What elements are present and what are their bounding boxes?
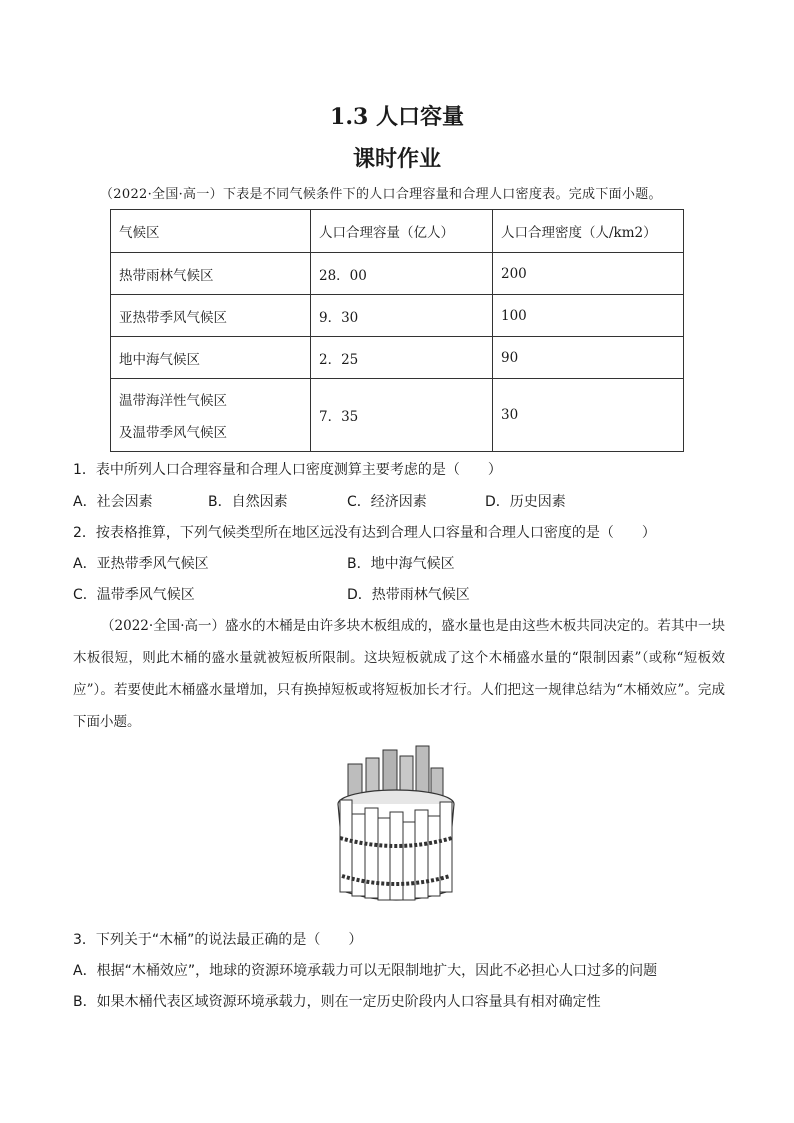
table-cell: 28．00 [311,253,493,295]
table-cell: 200 [493,253,684,295]
table-row [111,379,684,452]
page-subtitle: 课时作业 [352,146,441,172]
table-cell: 100 [493,295,684,337]
table-cell: 2．25 [311,337,493,379]
table-cell [111,379,311,452]
question-1-stem: 1．表中所列人口合理容量和合理人口密度测算主要考虑的是（ ） [73,462,502,478]
table-row [111,295,684,337]
table-row [111,253,684,295]
table-header-cell: 气候区 [111,210,311,253]
question-2-option-d: D．热带雨林气候区 [347,587,470,603]
table-header-cell: 人口合理容量（亿人） [311,210,493,253]
table-header-row [111,210,684,253]
table-cell: 亚热带季风气候区 [111,295,311,337]
wooden-bucket-illustration [328,742,464,906]
question-3-option-b: B．如果木桶代表区域资源环境承载力，则在一定历史阶段内人口容量具有相对确定性 [73,994,601,1010]
table-cell: 热带雨林气候区 [111,253,311,295]
question-3-option-a: A．根据“木桶效应”，地球的资源环境承载力可以无限制地扩大，因此不必担心人口过多的问题 [73,963,658,979]
page-title: 1.3 人口容量 [330,104,464,130]
question-intro: （2022·全国·高一）下表是不同气候条件下的人口合理容量和合理人口密度表。完成下面小题。 [100,187,662,202]
population-table [110,209,684,452]
question-2-option-c: C．温带季风气候区 [73,587,195,603]
table-cell: 地中海气候区 [111,337,311,379]
question-1-option-d: D．历史因素 [485,494,566,510]
table-cell: 7．35 [311,379,493,452]
passage-paragraph: （2022·全国·高一）盛水的木桶是由许多块木板组成的，盛水量也是由这些木板共同决定的。若其中一块木板很短，则此木桶的盛水量就被短板所限制。这块短板就成了这个木桶盛水量的“限制因素”（或称“短板效应”）。若要使此木桶盛水量增加，只有换掉短板或将短板加长才行。人们把这一规律总结为“木桶效应”。完成下面小题。 [73,618,725,730]
table-row [111,337,684,379]
question-2-option-b: B．地中海气候区 [347,556,455,572]
table-cell-line: 温带海洋性气候区 [119,393,227,409]
question-1-option-a: A．社会因素 [73,494,153,510]
question-1-option-b: B．自然因素 [208,494,288,510]
question-2-stem: 2．按表格推算，下列气候类型所在地区远没有达到合理人口容量和合理人口密度的是（ ） [73,525,656,541]
table-cell: 30 [493,379,684,452]
table-cell: 90 [493,337,684,379]
question-2-option-a: A．亚热带季风气候区 [73,556,209,572]
table-header-cell: 人口合理密度（人/km2） [493,210,684,253]
table-cell-line: 及温带季风气候区 [119,425,227,441]
table-cell: 9．30 [311,295,493,337]
question-1-option-c: C．经济因素 [347,494,427,510]
question-3-stem: 3．下列关于“木桶”的说法最正确的是（ ） [73,932,363,948]
